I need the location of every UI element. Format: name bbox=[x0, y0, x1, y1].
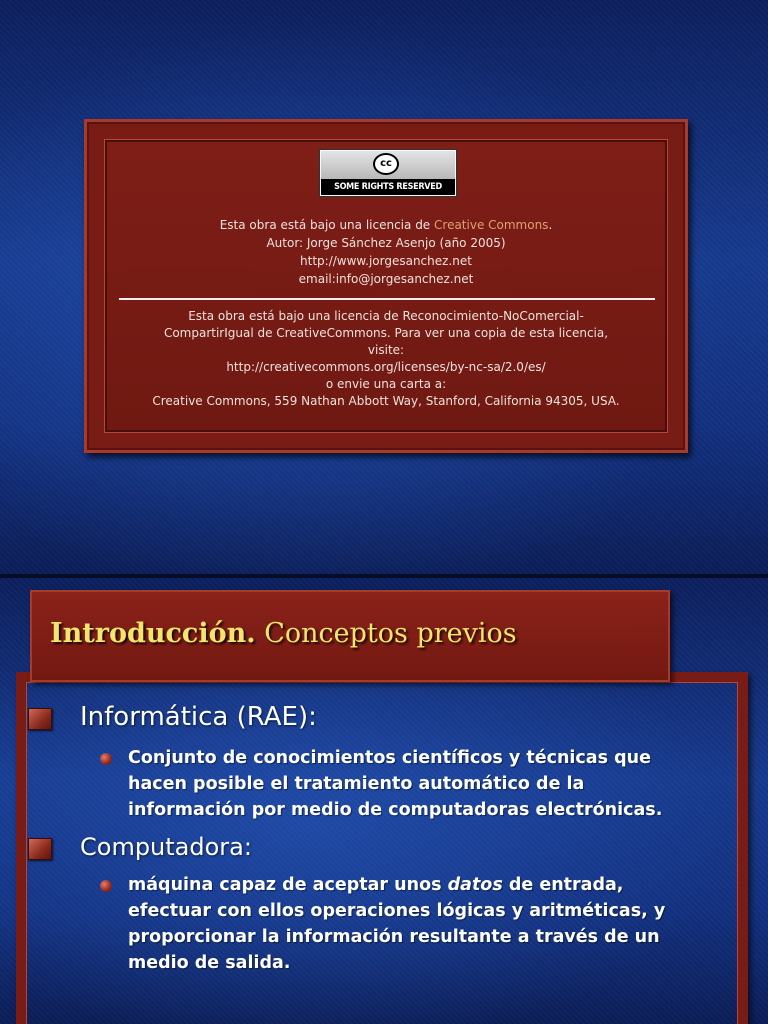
item-text-line: información por medio de computadoras electrónicas. bbox=[128, 800, 663, 820]
round-bullet-icon bbox=[100, 753, 112, 765]
license-address: Creative Commons, 559 Nathan Abbott Way, Stanford, California 94305, USA. bbox=[152, 394, 620, 408]
slide-title-normal: Conceptos previos bbox=[255, 618, 517, 649]
item-text-suffix: de entrada, bbox=[502, 875, 624, 895]
item-text-italic: datos bbox=[447, 875, 503, 895]
item-text-line: Conjunto de conocimientos científicos y técnicas que bbox=[128, 748, 651, 768]
item-text-line: medio de salida. bbox=[128, 953, 291, 973]
email-line: email:info@jorgesanchez.net bbox=[298, 272, 474, 286]
round-bullet-icon bbox=[100, 880, 112, 892]
some-rights-reserved-label: SOME RIGHTS RESERVED bbox=[321, 179, 455, 195]
item-text-informatica bbox=[128, 745, 688, 823]
item-text-line: proporcionar la información resultante a través de un bbox=[128, 927, 660, 947]
license-divider bbox=[119, 298, 655, 300]
item-text-line: efectuar con ellos operaciones lógicas y aritméticas, y bbox=[128, 901, 666, 921]
creative-commons-badge[interactable] bbox=[320, 150, 456, 196]
license-intro-prefix: Esta obra está bajo una licencia de bbox=[219, 218, 435, 232]
item-heading-informatica: Informática (RAE): bbox=[80, 702, 317, 732]
concepts-slide bbox=[0, 578, 768, 1024]
item-text-line: hacen posible el tratamiento automático de la bbox=[128, 774, 585, 794]
license-intro-line bbox=[107, 216, 665, 234]
license-summary bbox=[107, 216, 665, 288]
title-panel bbox=[30, 590, 670, 682]
author-line: Autor: Jorge Sánchez Asenjo (año 2005) bbox=[266, 236, 506, 250]
square-bullet-icon bbox=[28, 838, 52, 860]
item-text-first-line bbox=[128, 872, 688, 898]
license-detail-line-1: Esta obra está bajo una licencia de Reconocimiento-NoComercial- bbox=[188, 309, 584, 323]
license-detail-line-2: CompartirIgual de CreativeCommons. Para ver una copia de esta licencia, bbox=[163, 326, 609, 340]
cc-logo-icon: cc bbox=[373, 153, 399, 175]
license-url: http://creativecommons.org/licenses/by-nc-sa/2.0/es/ bbox=[226, 360, 546, 374]
slide-title bbox=[50, 618, 517, 649]
license-panel bbox=[84, 119, 688, 453]
item-heading-computadora: Computadora: bbox=[80, 833, 252, 861]
license-detail-line-5: o envie una carta a: bbox=[325, 377, 447, 391]
square-bullet-icon bbox=[28, 708, 52, 730]
slide-title-bold: Introducción. bbox=[50, 618, 256, 649]
license-details bbox=[107, 308, 665, 410]
creative-commons-link[interactable]: Creative Commons bbox=[434, 218, 549, 232]
license-intro-suffix: . bbox=[548, 218, 553, 232]
item-text-prefix: máquina capaz de aceptar unos bbox=[128, 875, 448, 895]
website-line: http://www.jorgesanchez.net bbox=[300, 254, 472, 268]
item-text-computadora bbox=[128, 872, 688, 976]
license-panel-inner bbox=[105, 140, 667, 432]
license-detail-line-3: visite: bbox=[367, 343, 405, 357]
